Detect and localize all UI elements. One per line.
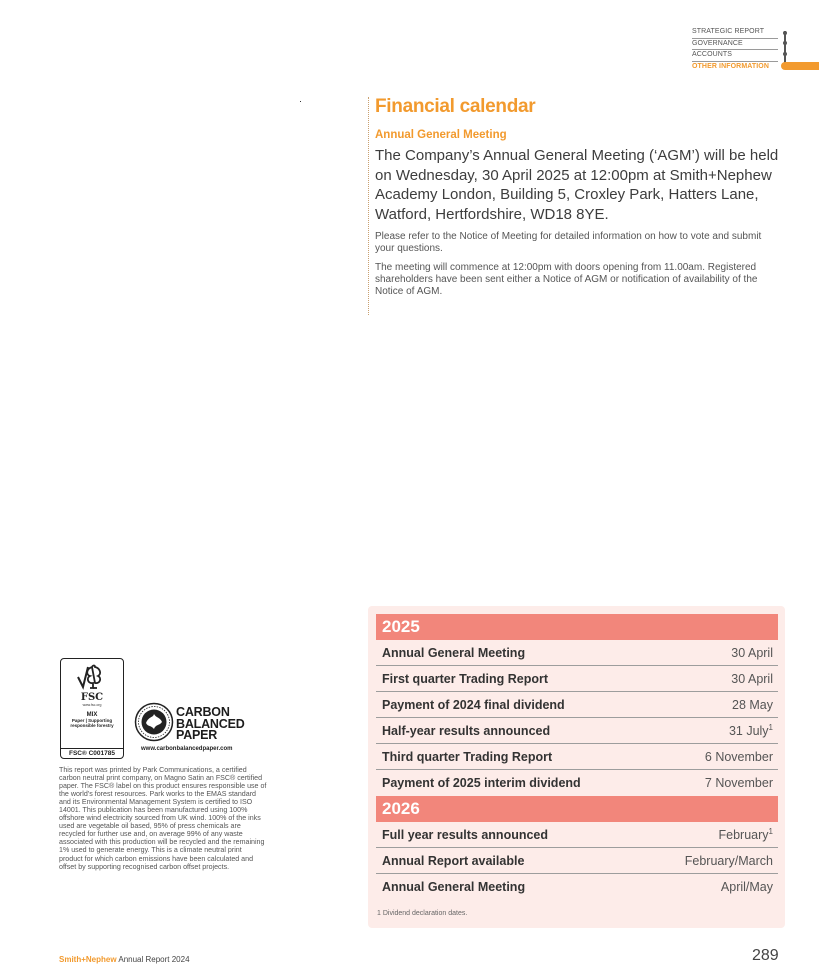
calendar-row bbox=[376, 848, 778, 874]
stray-mark bbox=[300, 101, 301, 102]
calendar-row bbox=[376, 744, 778, 770]
year-header-2025: 2025 bbox=[376, 614, 778, 640]
event-date: 6 November bbox=[704, 749, 773, 764]
nav-governance[interactable]: GOVERNANCE bbox=[692, 39, 778, 51]
agm-lead-paragraph: The Company’s Annual General Meeting (‘AGM’) will be held on Wednesday, 30 April 2025 at 12:00pm at Smith+Nephew Academy London, Building 5, Croxley Park, Hatters Lane, Watford, Hertfordshire, WD18 8YE. bbox=[375, 147, 779, 223]
nav-other-information[interactable]: OTHER INFORMATION bbox=[692, 62, 770, 70]
fsc-name: FSC bbox=[80, 692, 104, 703]
calendar-footnote: 1 Dividend declaration dates. bbox=[377, 910, 468, 917]
agm-timing-paragraph: The meeting will commence at 12:00pm with doors opening from 11.00am. Registered shareholders have been sent either a Notice of AGM or notification of availability of the Notice of AGM. bbox=[375, 262, 758, 297]
section-nav bbox=[692, 27, 819, 72]
nav-rail bbox=[784, 31, 786, 63]
event-label: Half-year results announced bbox=[382, 723, 551, 738]
fsc-logo bbox=[60, 658, 124, 759]
event-label: Full year results announced bbox=[382, 827, 549, 842]
printing-statement: This report was printed by Park Communications, a certified carbon neutral print company, on Magno Satin an FSC® certified paper. The FSC® label on this product ensures responsible use of the world’s forest resources. Park works to the EMAS standard and its Environmental Management System is certified to ISO 14001. This publication has been manufactured using 100% offshore wind electricity sourced from UK wind. 100% of the inks used are vegetable oil based, 95% of press chemicals are recycled for further use and, on average 99% of any waste associated with this production will be recycled and the remaining 1% used to generate energy. This is a climate neutral print product for which carbon emissions have been calculated and offset by supporting recognised carbon offset projects. bbox=[59, 766, 267, 871]
event-date: 28 May bbox=[732, 697, 773, 712]
event-date: 30 April bbox=[731, 671, 773, 686]
nav-accounts[interactable]: ACCOUNTS bbox=[692, 50, 778, 62]
fsc-url: www.fsc.org bbox=[82, 703, 102, 707]
fsc-tree-icon bbox=[75, 663, 109, 691]
carbon-balanced-wordmark: CARBON BALANCED PAPER bbox=[176, 705, 245, 742]
calendar-rows-2025 bbox=[376, 640, 778, 796]
financial-calendar-table bbox=[368, 606, 785, 928]
fsc-mix: MIX bbox=[86, 712, 98, 718]
footnote-marker: 1 bbox=[768, 826, 773, 836]
calendar-rows-2026 bbox=[376, 822, 778, 900]
calendar-row bbox=[376, 822, 778, 848]
calendar-row bbox=[376, 692, 778, 718]
event-date: 30 April bbox=[731, 645, 773, 660]
event-label: Payment of 2025 interim dividend bbox=[382, 776, 581, 790]
calendar-row bbox=[376, 640, 778, 666]
nav-marker bbox=[783, 41, 787, 45]
event-date: February/March bbox=[684, 853, 773, 868]
event-date: 7 November bbox=[704, 776, 773, 790]
nav-active-indicator bbox=[781, 62, 819, 70]
footer-report-name: Annual Report 2024 bbox=[116, 955, 190, 964]
nav-marker bbox=[783, 31, 787, 35]
nav-strategic-report[interactable]: STRATEGIC REPORT bbox=[692, 27, 778, 39]
event-label: Annual General Meeting bbox=[382, 645, 526, 660]
event-date: April/May bbox=[720, 880, 773, 894]
carbon-balanced-url: www.carbonbalancedpaper.com bbox=[141, 746, 233, 752]
nav-marker bbox=[783, 52, 787, 56]
page-title: Financial calendar bbox=[375, 96, 536, 117]
agm-voting-paragraph: Please refer to the Notice of Meeting for detailed information on how to vote and submit your questions. bbox=[375, 231, 762, 254]
event-label: First quarter Trading Report bbox=[382, 671, 548, 686]
footer-brand: Smith+Nephew bbox=[59, 955, 117, 964]
calendar-row bbox=[376, 874, 778, 900]
agm-heading: Annual General Meeting bbox=[375, 129, 507, 141]
carbon-balanced-paper-logo bbox=[134, 702, 259, 760]
column-divider bbox=[368, 97, 369, 315]
world-land-trust-seal-icon bbox=[134, 702, 174, 742]
event-label: Annual Report available bbox=[382, 853, 525, 868]
calendar-row bbox=[376, 718, 778, 744]
event-date: February$^1$ bbox=[718, 826, 773, 843]
fsc-claim: Paper | Supporting responsible forestry bbox=[70, 718, 114, 728]
page-number: 289 bbox=[752, 947, 779, 964]
calendar-row bbox=[376, 770, 778, 796]
calendar-row bbox=[376, 666, 778, 692]
footer-report-title bbox=[59, 955, 190, 964]
event-label: Payment of 2024 final dividend bbox=[382, 697, 565, 712]
year-header-2026: 2026 bbox=[376, 796, 778, 822]
footnote-marker: 1 bbox=[768, 722, 773, 732]
event-label: Third quarter Trading Report bbox=[382, 749, 553, 764]
event-date: 31 July$^1$ bbox=[728, 722, 773, 739]
main-content bbox=[375, 95, 785, 298]
event-label: Annual General Meeting bbox=[382, 880, 526, 894]
fsc-licence-code: FSC® C001785 bbox=[61, 748, 123, 758]
